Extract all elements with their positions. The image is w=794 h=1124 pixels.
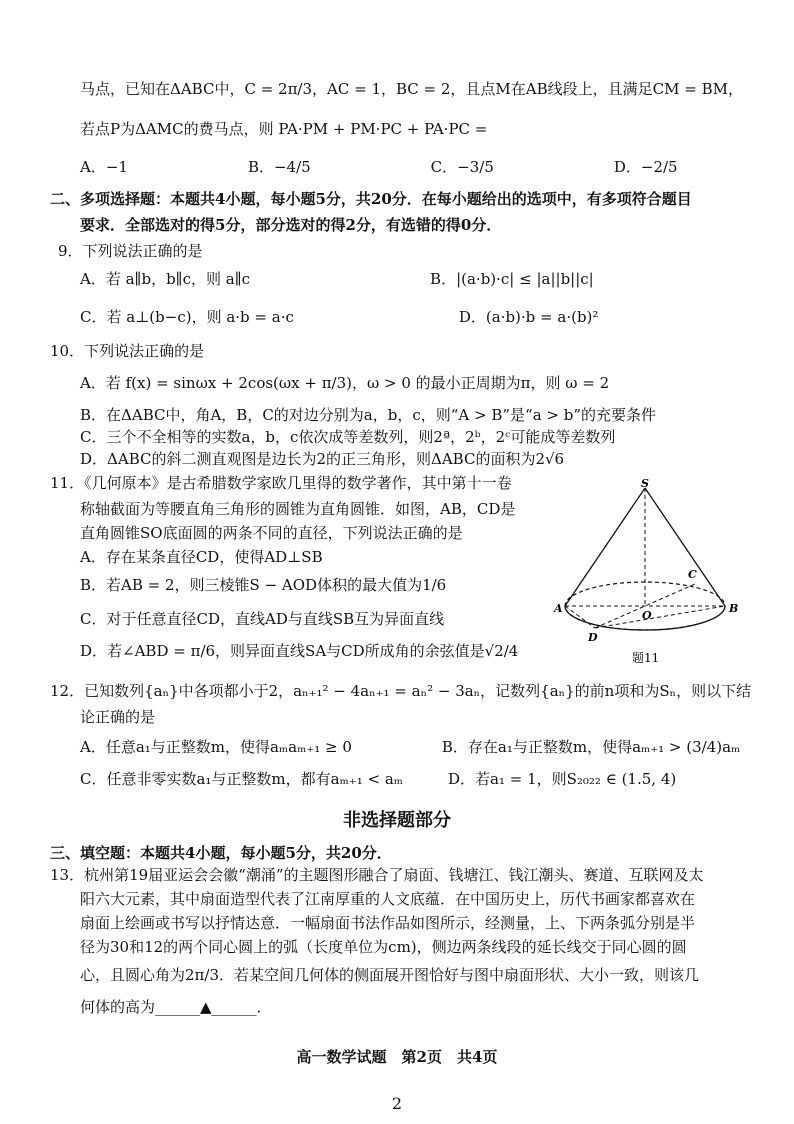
text-line-q9: 9．下列说法正确的是 xyxy=(58,242,203,260)
text-line-q11A: A．存在某条直径CD，使得AD⊥SB xyxy=(80,548,323,566)
text-line-q8b: 若点P为ΔAMC的费马点，则 PA·PM + PM·PC + PA·PC = xyxy=(80,120,488,138)
figure-caption: 题11 xyxy=(632,651,660,665)
text-line-s2b: 要求．全部选对的得5分，部分选对的得2分，有选错的得0分． xyxy=(80,216,502,234)
text-line-s3: 三、填空题：本题共4小题，每小题5分，共20分． xyxy=(50,844,392,862)
text-line-q10C: C．三个不全相等的实数a，b，c依次成等差数列，则2ª，2ᵇ，2ᶜ可能成等差数列 xyxy=(80,428,616,446)
segment-db xyxy=(595,606,725,628)
text-line-q10: 10．下列说法正确的是 xyxy=(50,342,205,360)
text-line-q11B: B．若AB = 2，则三棱锥S − AOD体积的最大值为1/6 xyxy=(80,576,447,594)
label-d: D xyxy=(588,631,598,644)
label-c: C xyxy=(688,568,697,581)
text-line-q13e: 心，且圆心角为2π/3．若某空间几何体的侧面展开图恰好与图中扇面形状、大小一致，则该几 xyxy=(80,966,700,984)
text-line-q9cd: C．若 a⊥(b−c)，则 a·b = a·c D．(a·b)·b = a·(b)² xyxy=(80,308,599,326)
label-s: S xyxy=(641,477,649,490)
page-number: 2 xyxy=(391,1094,403,1113)
text-line-q10A: A．若 f(x) = sinωx + 2cos(ωx + π/3)，ω > 0 的最小正周期为π，则 ω = 2 xyxy=(80,374,610,392)
text-line-q8a: 马点，已知在ΔABC中，C = 2π/3，AC = 1，BC = 2，且点M在AB线段上，且满足CM = BM， xyxy=(80,80,743,98)
edge-sa xyxy=(565,488,645,606)
text-line-q11b: 称轴截面为等腰直角三角形的圆锥为直角圆锥．如图，AB，CD是 xyxy=(80,500,516,518)
text-line-q11D: D．若∠ABD = π/6，则异面直线SA与CD所成角的余弦值是√2/4 xyxy=(80,642,519,660)
text-line-q11c: 直角圆锥SO底面圆的两条不同的直径，下列说法正确的是 xyxy=(80,524,463,542)
text-line-q13c: 扇面上绘画或书写以抒情达意．一幅扇面书法作品如图所示，经测量，上、下两条弧分别是半 xyxy=(80,914,696,932)
label-b: B xyxy=(729,602,739,615)
text-line-q10B: B．在ΔABC中，角A，B，C的对边分别为a，b，c，则“A > B”是“a > b”的充要条件 xyxy=(80,406,657,424)
text-line-q12a: 12．已知数列{aₙ}中各项都小于2，aₙ₊₁² − 4aₙ₊₁ = aₙ² − 3aₙ，记数列{aₙ}的前n项和为Sₙ，则以下结 xyxy=(50,682,752,700)
text-line-q11a: 11．《几何原本》是古希腊数学家欧几里得的数学著作，其中第十一卷 xyxy=(50,474,512,492)
text-line-q9ab: A．若 a∥b，b∥c，则 a∥c B．|(a·b)·c| ≤ |a||b||c| xyxy=(80,270,594,288)
text-line-q13b: 阳六大元素，其中扇面造型代表了江南厚重的人文底蕴．在中国历史上，历代书画家都喜欢在 xyxy=(80,890,696,908)
text-line-q11C: C．对于任意直径CD，直线AD与直线SB互为异面直线 xyxy=(80,610,445,628)
text-line-q8opts: A．−1 B．−4/5 C．−3/5 D．−2/5 xyxy=(80,158,678,176)
segment-ad xyxy=(565,606,595,628)
text-line-q10D: D．ΔABC的斜二测直观图是边长为2的正三角形，则ΔABC的面积为2√6 xyxy=(80,450,565,468)
text-line-s2a: 二、多项选择题：本题共4小题，每小题5分，共20分．在每小题给出的选项中，有多项符合题目 xyxy=(50,190,692,208)
page-footer: 高一数学试题 第2页 共4页 xyxy=(296,1048,498,1066)
text-line-q12b: 论正确的是 xyxy=(80,708,156,726)
label-a: A xyxy=(554,602,563,615)
text-line-q13a: 13．杭州第19届亚运会会徽“潮涌”的主题图形融合了扇面、钱塘江、钱江潮头、赛道、互联网及太 xyxy=(50,866,704,884)
section-heading: 非选择题部分 xyxy=(343,810,451,831)
label-o: O xyxy=(642,609,652,622)
cone-figure xyxy=(554,477,740,668)
text-line-q12AB: A．任意a₁与正整数m，使得aₘaₘ₊₁ ≥ 0 B．存在a₁与正整数m，使得aₘ₊₁ > (3/4)aₘ xyxy=(80,738,741,756)
text-line-q12CD: C．任意非零实数a₁与正整数m，都有aₘ₊₁ < aₘ D．若a₁ = 1，则S₂₀₂₂ ∈ (1.5, 4) xyxy=(80,770,677,788)
text-line-q13f: 何体的高为______▲______． xyxy=(80,998,272,1016)
text-line-q13d: 径为30和12的两个同心圆上的弧（长度单位为cm)，侧边两条线段的延长线交于同心圆的圆 xyxy=(80,938,687,956)
